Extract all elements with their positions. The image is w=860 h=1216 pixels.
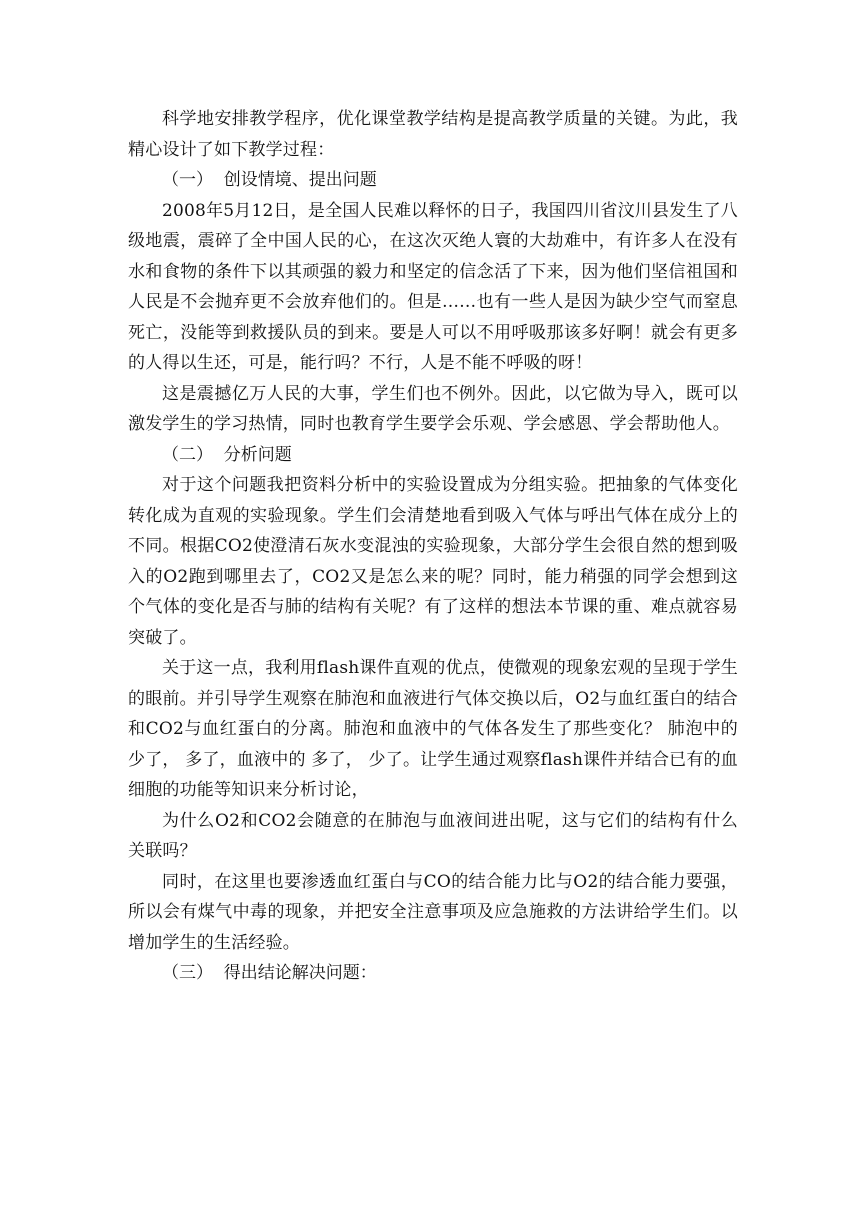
section-heading-1: （一） 创设情境、提出问题 xyxy=(162,170,377,190)
carbon-monoxide-paragraph: 同时，在这里也要渗透血红蛋白与CO的结合能力比与O2的结合能力要强，所以会有煤气中毒的现象，并把安全注意事项及应急施救的方法讲给学生们。以增加学生的生活经验。 xyxy=(128,871,738,953)
section-heading-2: （二） 分析问题 xyxy=(162,444,292,465)
section-heading-3: （三） 得出结论解决问题： xyxy=(162,963,377,983)
question-paragraph: 为什么O2和CO2会随意的在肺泡与血液间进出呢，这与它们的结构有什么关联吗？ xyxy=(128,810,738,861)
earthquake-paragraph: 2008年5月12日，是全国人民难以释怀的日子，我国四川省汶川县发生了八级地震，震碎了全中国人民的心，在这次灭绝人寰的大劫难中，有许多人在没有水和食物的条件下以其顽强的毅力和坚定的信念活了下来，因为他们坚信祖国和人民是不会抛弃更不会放弃他们的。但是……也有一些人是因为缺少空气而窒息死亡，没能等到救援队员的到来。要是人可以不用呼吸那该多好啊！就会有更多的人得以生还，可是，能行吗？不行，人是不能不呼吸的呀！ xyxy=(128,200,738,373)
experiment-paragraph: 对于这个问题我把资料分析中的实验设置成为分组实验。把抽象的气体变化转化成为直观的实验现象。学生们会清楚地看到吸入气体与呼出气体在成分上的不同。根据CO2使澄清石灰水变混浊的实验现象，大部分学生会很自然的想到吸入的O2跑到哪里去了，CO2又是怎么来的呢？同时，能力稍强的同学会想到这个气体的变化是否与肺的结构有关呢？有了这样的想法本节课的重、难点就容易突破了。 xyxy=(128,475,738,648)
flash-courseware-paragraph: 关于这一点，我利用flash课件直观的优点，使微观的现象宏观的呈现于学生的眼前。并引导学生观察在肺泡和血液进行气体交换以后，O2与血红蛋白的结合和CO2与血红蛋白的分离。肺泡和血液中的气体各发生了那些变化？ 肺泡中的 少了， 多了，血液中的 多了， 少了。让学生通过观察flash课件并结合已有的血细胞的功能等知识来分析讨论， xyxy=(128,658,738,800)
document-body xyxy=(128,104,738,989)
introduction-purpose-paragraph: 这是震撼亿万人民的大事，学生们也不例外。因此，以它做为导入，既可以激发学生的学习热情，同时也教育学生要学会乐观、学会感恩、学会帮助他人。 xyxy=(128,383,738,434)
intro-paragraph: 科学地安排教学程序，优化课堂教学结构是提高教学质量的关键。为此，我精心设计了如下教学过程： xyxy=(128,109,738,160)
